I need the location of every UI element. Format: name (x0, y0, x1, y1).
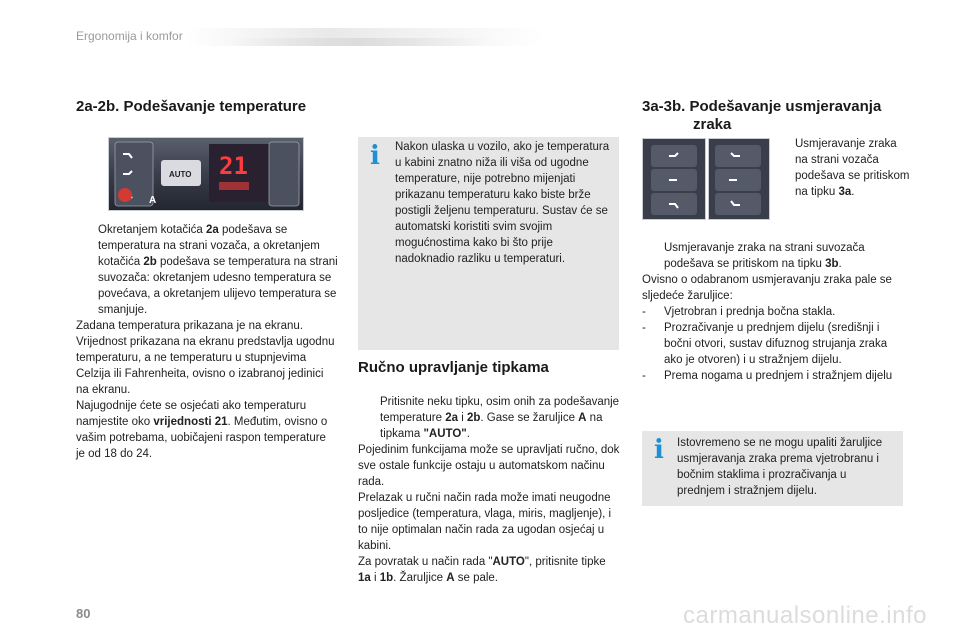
text: AUTO (492, 556, 525, 568)
left-text (76, 222, 338, 462)
dash-item (642, 304, 904, 320)
text: podešava se temperatura na strani vozača, a okretanjem kotačića (98, 224, 320, 268)
watermark-logo: carmanualsonline.info (683, 602, 927, 629)
air-distribution-panel-driver (642, 138, 706, 220)
paragraph: Ovisno o odabranom usmjeravanju zraka pale se sljedeće žaruljice: (642, 274, 892, 302)
bullet-item (76, 222, 338, 318)
heading-temperature: 2a-2b. Podešavanje temperature (76, 98, 307, 115)
info-icon: i (654, 435, 664, 465)
text: 3a (838, 186, 852, 198)
info-box (358, 137, 619, 350)
paragraph: Prelazak u ručni način rada može imati neugodne posljedice (temperatura, vlaga, miris, magljenje), i to nije optimalan način rada za ugodan osjećaj u kabini. (358, 492, 612, 552)
right-text (642, 240, 904, 384)
text: na tipkama (380, 412, 603, 440)
middle-text (358, 394, 620, 586)
paragraph (358, 554, 620, 586)
paragraph (76, 398, 338, 462)
text: 1a (358, 572, 371, 584)
text: . Žaruljice (393, 572, 447, 584)
text: . (851, 186, 855, 198)
heading-manual-control: Ručno upravljanje tipkama (358, 359, 549, 376)
bullet-item (642, 240, 904, 272)
panel-temp-display: 21 (219, 152, 248, 180)
text: ", pritisnite tipke (524, 556, 606, 568)
bullet-marker (76, 222, 98, 318)
paragraph: Zadana temperatura prikazana je na ekranu. Vrijednost prikazana na ekranu predstavlja ugodnu temperaturu, a ne temperaturu u stupnjevima Celzija ili Fahrenheita, ovisno o izabranoj jedinici na ekranu. (76, 320, 335, 396)
right-bullet-1 (775, 136, 910, 200)
text: Okretanjem kotačića (98, 224, 207, 236)
info-text: Nakon ulaska u vozilo, ako je temperatura u kabini znatno niža ili viša od ugodne temperature, nije potrebno mijenjati prikazanu temperaturu kako biste brže postigli željenu temperaturu. Sustav će se automatski koristiti svim svojim mogućnostima kako bi što prije nadoknadio razliku u temperaturi. (395, 141, 610, 265)
text: . Međutim, ovisno o vašim potrebama, uobičajeni raspon temperature je od 18 do 24. (76, 416, 328, 460)
text: Pritisnite neku tipku, osim onih za podešavanje temperature (380, 396, 620, 424)
dash-text: Vjetrobran i prednja bočna stakla. (664, 306, 836, 318)
header-decoration-2 (230, 38, 490, 46)
text: 3b (825, 258, 839, 270)
dash-marker: - (642, 322, 646, 334)
dash-marker: - (642, 370, 646, 382)
dash-marker: - (642, 306, 646, 318)
text: Najugodnije ćete se osjećati ako temperaturu namjestite oko (76, 400, 307, 428)
text: vrijednosti 21 (153, 416, 228, 428)
text: 2a (206, 224, 219, 236)
bullet-marker (775, 136, 795, 200)
dash-text: Prozračivanje u prednjem dijelu (središnji i bočni otvori, sustav difuznog strujanja zraka ako je otvoren) i u stražnjem dijelu. (664, 322, 888, 366)
text: . (838, 258, 842, 270)
info-text: Istovremeno se ne mogu upaliti žaruljice usmjeravanja zraka prema vjetrobranu i bočnim staklima i prozračivanja u prednjem i stražnjem dijelu. (677, 437, 883, 497)
heading-air-distribution (642, 98, 912, 134)
text: 2b (143, 256, 157, 268)
bullet-marker (642, 240, 664, 272)
bullet-marker (358, 394, 380, 442)
bullet-item (358, 394, 620, 442)
text: 1b (379, 572, 394, 584)
section-title: Ergonomija i komfor (76, 29, 183, 43)
heading-line: zraka (693, 116, 732, 133)
text: A (578, 412, 587, 424)
text: 2b (466, 412, 481, 424)
climate-panel-image (108, 137, 304, 211)
panel-badge: A (149, 195, 157, 206)
text: Usmjeravanje zraka na strani suvozača podešava se pritiskom na tipku (664, 242, 865, 270)
text: "AUTO" (423, 428, 467, 440)
text: podešava se temperatura na strani suvozača: okretanjem udesno temperatura se povećava, a okretanjem ulijevo temperatura se smanjuje. (98, 256, 338, 316)
text: se pale. (454, 572, 499, 584)
panel-auto-label: AUTO (169, 170, 192, 179)
page-number: 80 (76, 606, 91, 621)
paragraph: Pojedinim funkcijama može se upravljati ručno, dok sve ostale funkcije ostaju u automatskom načinu rada. (358, 444, 620, 488)
dash-item (642, 368, 904, 384)
text: i (458, 412, 467, 424)
text: . Gase se žaruljice (480, 412, 579, 424)
text: . (466, 428, 470, 440)
info-box-2 (642, 431, 903, 506)
page-header (0, 0, 960, 50)
text: Usmjeravanje zraka na strani vozača podešava se pritiskom na tipku (795, 138, 910, 198)
text: A (446, 572, 455, 584)
info-icon: i (370, 141, 380, 171)
text: i (370, 572, 380, 584)
dash-item (642, 320, 904, 368)
heading-line: 3a-3b. Podešavanje usmjeravanja (642, 98, 882, 115)
text: 2a (445, 412, 458, 424)
air-distribution-panel-passenger (708, 138, 770, 220)
dash-text: Prema nogama u prednjem i stražnjem dijelu (664, 370, 893, 382)
text: Za povratak u način rada " (358, 556, 493, 568)
